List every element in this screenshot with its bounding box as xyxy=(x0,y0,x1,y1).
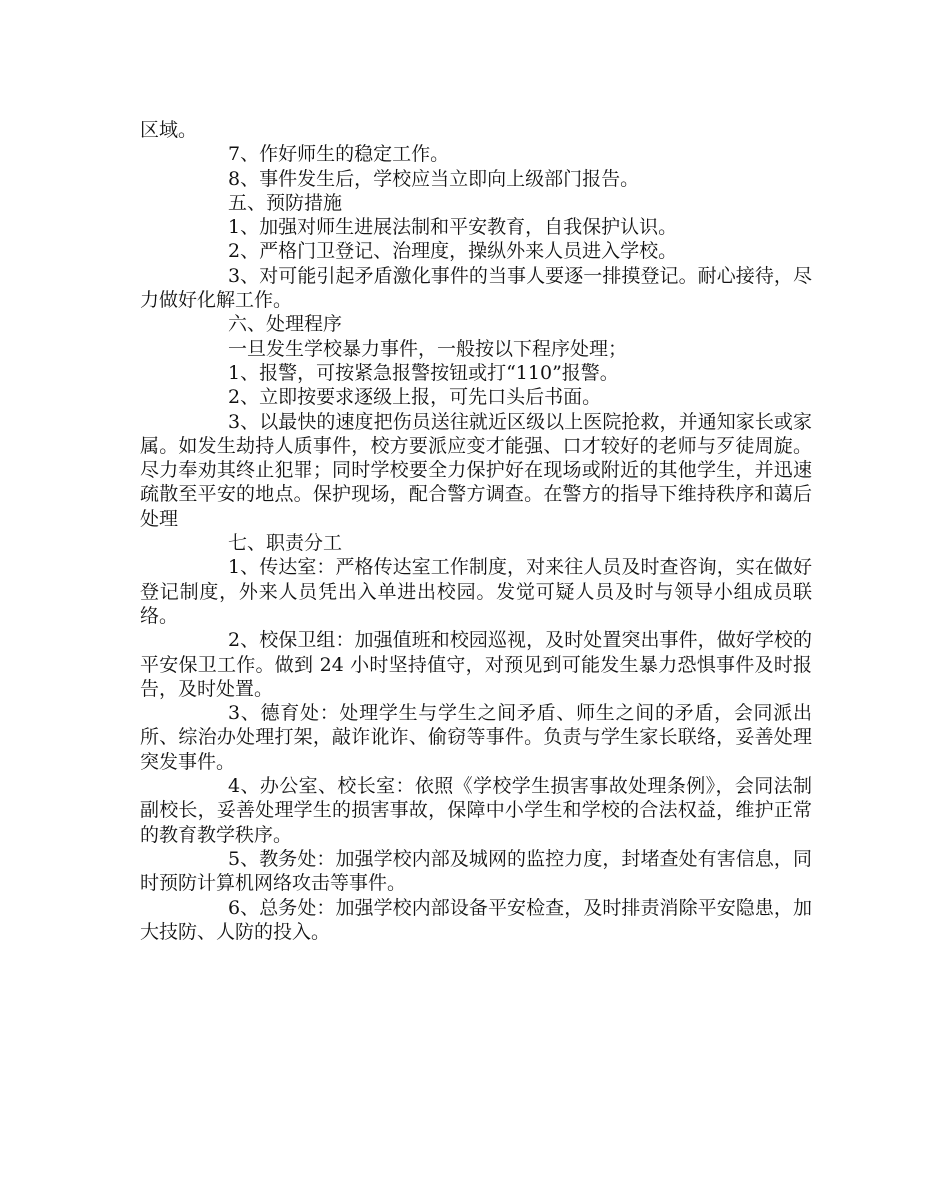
paragraph: 3、以最快的速度把伤员送往就近区级以上医院抢救，并通知家长或家属。如发生劫持人质事件，校方要派应变才能强、口才较好的老师与歹徒周旋。尽力奉劝其终止犯罪；同时学校要全力保护好在现场或附近的其他学生，并迅速疏散至平安的地点。保护现场，配合警方调查。在警方的指导下维持秩序和蔼后处理 xyxy=(140,410,812,530)
paragraph: 1、加强对师生进展法制和平安教育，自我保护认识。 xyxy=(228,216,678,239)
paragraph: 6、总务处：加强学校内部设备平安检查，及时排责消除平安隐患，加大技防、人防的投入。 xyxy=(140,896,812,943)
paragraph: 4、办公室、校长室：依照《学校学生损害事故处理条例》，会同法制副校长，妥善处理学生的损害事故，保障中小学生和学校的合法权益，维护正常的教育教学秩序。 xyxy=(140,775,812,846)
paragraph: 2、校保卫组：加强值班和校园巡视，及时处置突出事件，做好学校的平安保卫工作。做到 24 小时坚持值守，对预见到可能发生暴力恐惧事件及时报告，及时处置。 xyxy=(140,629,812,700)
paragraph: 1、传达室：严格传达室工作制度，对来往人员及时查咨询，实在做好登记制度，外来人员凭出入单进出校园。发觉可疑人员及时与领导小组成员联络。 xyxy=(140,556,812,627)
section-heading: 七、职责分工 xyxy=(228,532,343,555)
section-heading: 六、处理程序 xyxy=(228,313,343,336)
paragraph: 3、对可能引起矛盾激化事件的当事人要逐一排摸登记。耐心接待，尽力做好化解工作。 xyxy=(140,264,812,312)
paragraph: 3、德育处：处理学生与学生之间矛盾、师生之间的矛盾，会同派出所、综治办处理打架，敲诈讹诈、偷窃等事件。负责与学生家长联络，妥善处理突发事件。 xyxy=(140,702,812,773)
paragraph: 2、立即按要求逐级上报，可先口头后书面。 xyxy=(228,386,602,409)
document-body xyxy=(140,118,812,944)
paragraph: 区域。 xyxy=(140,119,198,141)
paragraph: 7、作好师生的稳定工作。 xyxy=(228,143,450,166)
paragraph: 1、报警，可按紧急报警按钮或打“110”报警。 xyxy=(228,361,619,384)
section-heading: 五、预防措施 xyxy=(228,191,343,214)
paragraph: 2、严格门卫登记、治理度，操纵外来人员进入学校。 xyxy=(228,240,678,263)
paragraph: 5、教务处：加强学校内部及城网的监控力度，封堵查处有害信息，同时预防计算机网络攻击等事件。 xyxy=(140,847,812,895)
paragraph: 8、事件发生后，学校应当立即向上级部门报告。 xyxy=(228,167,640,190)
paragraph: 一旦发生学校暴力事件，一般按以下程序处理； xyxy=(228,337,628,360)
